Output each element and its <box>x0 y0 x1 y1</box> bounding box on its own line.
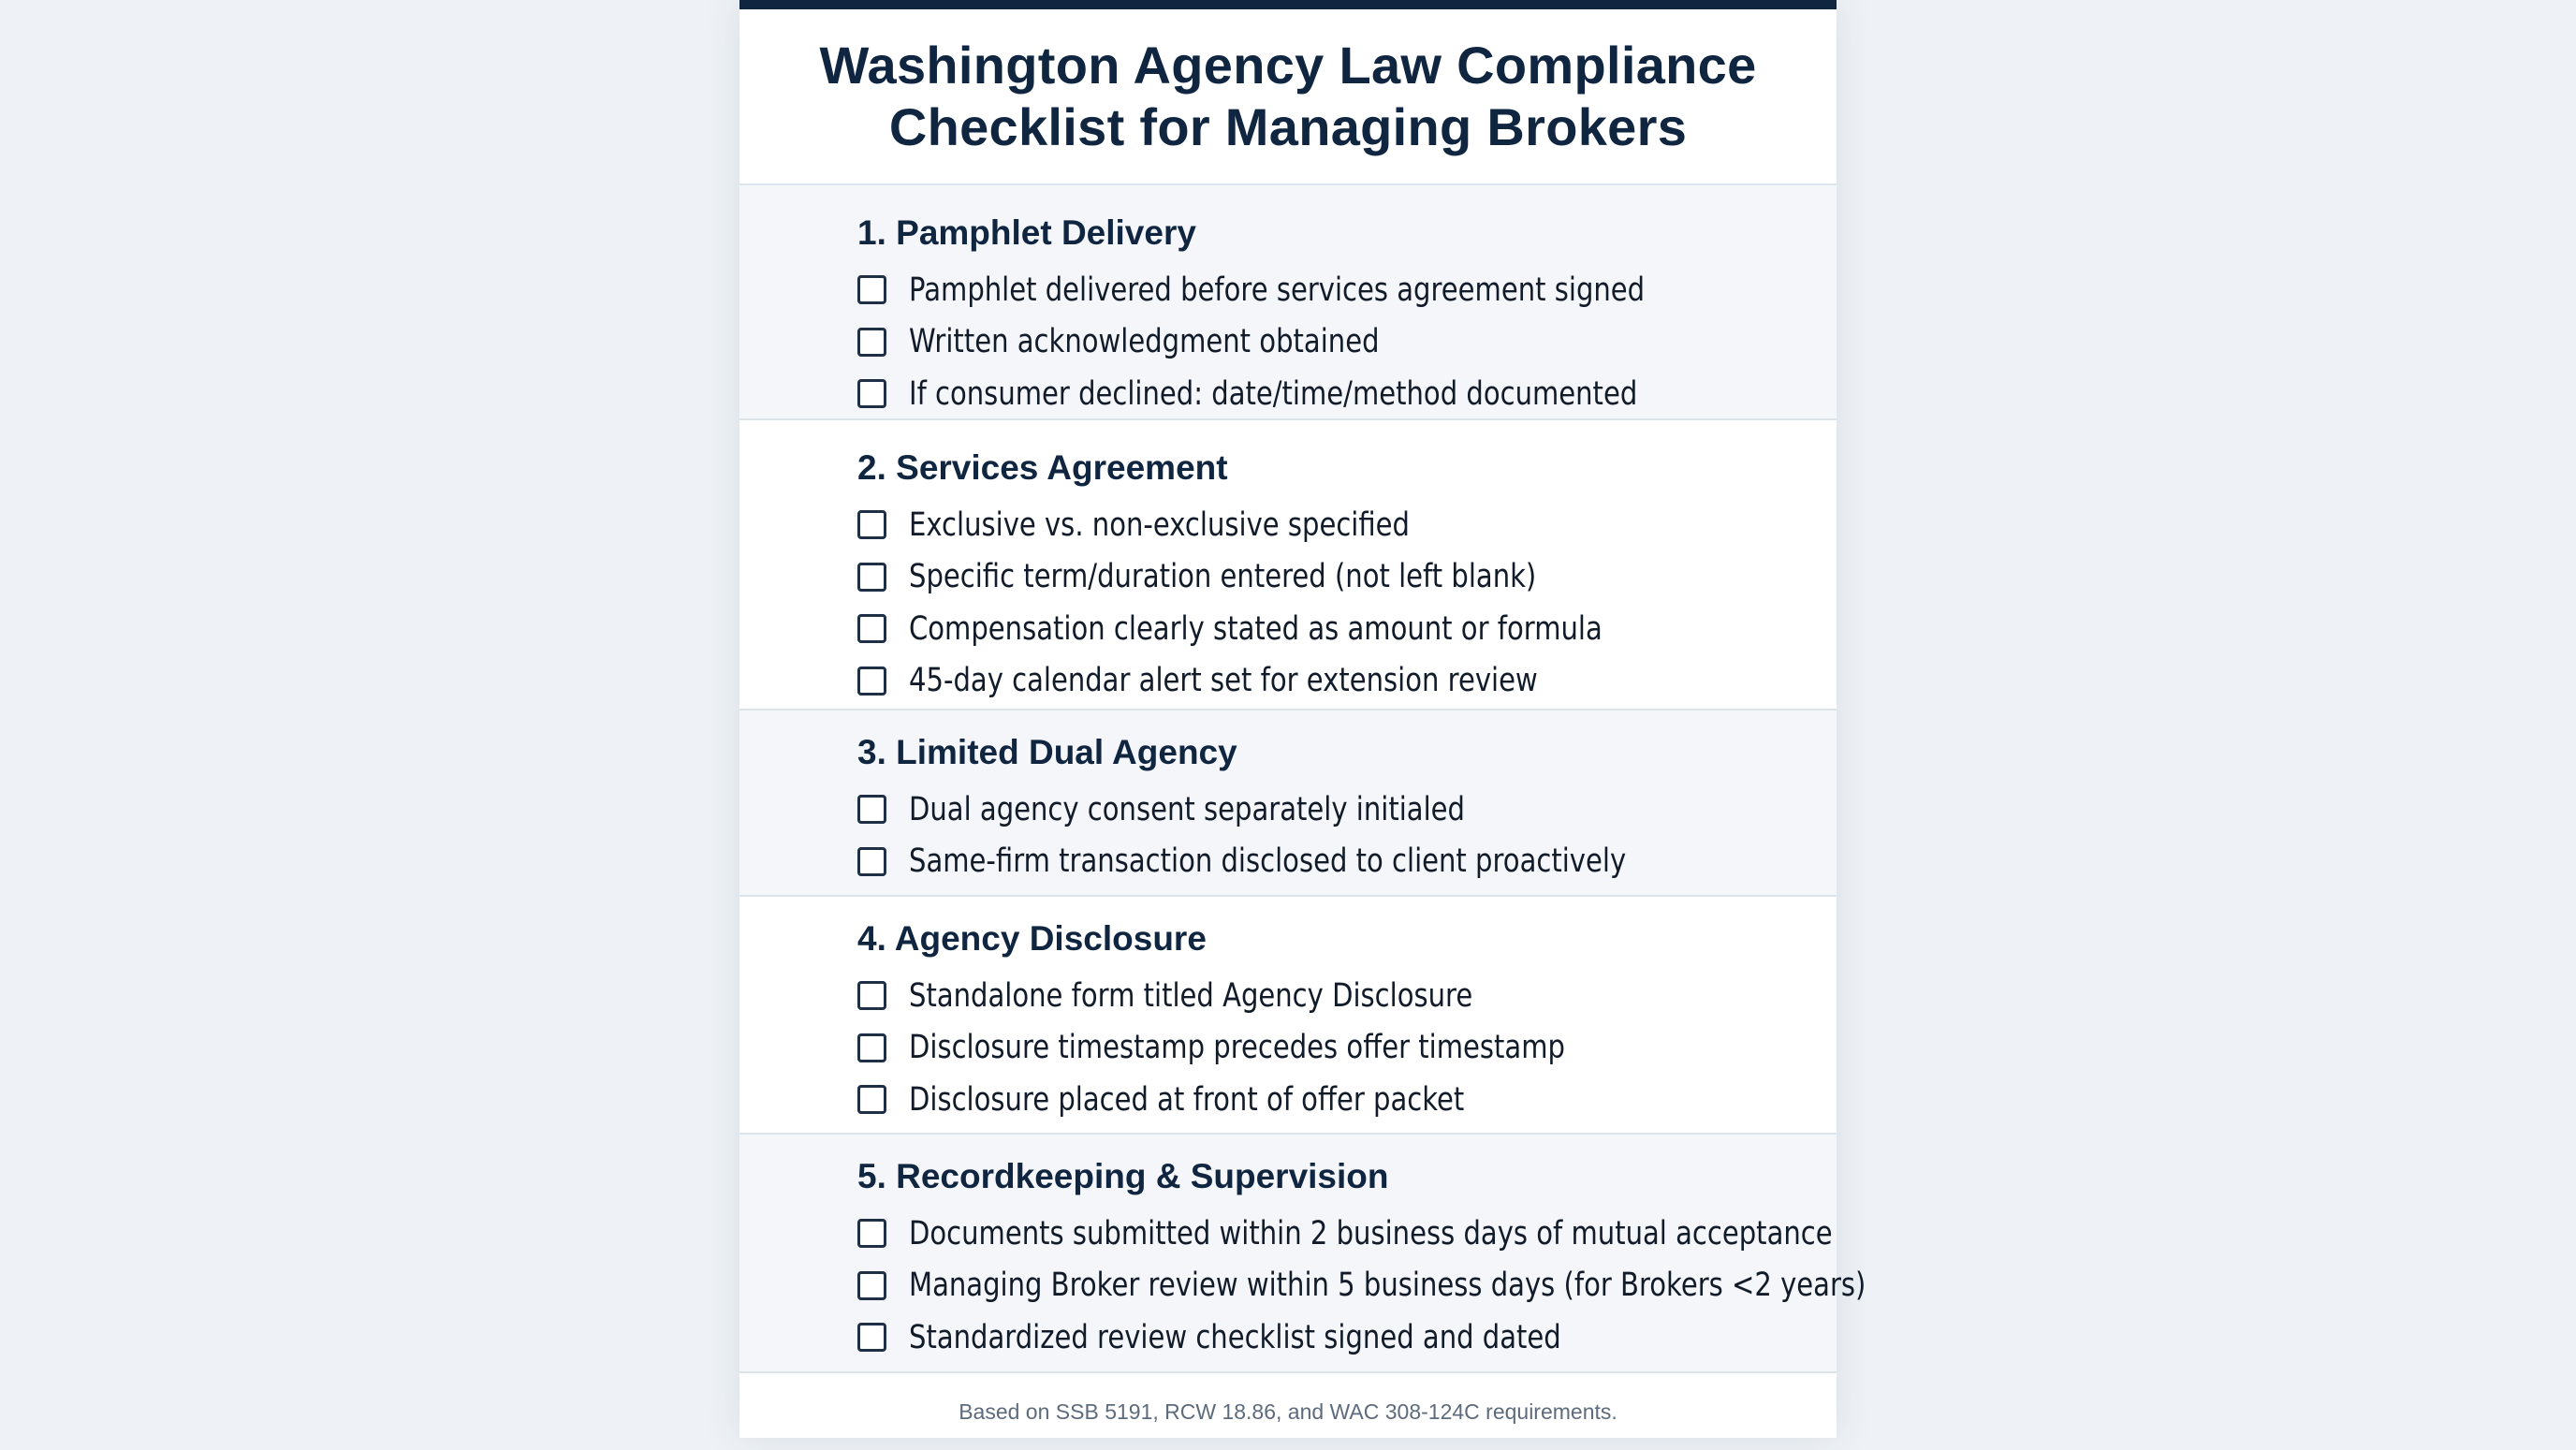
section-title: 1. Pamphlet Delivery <box>857 213 1196 252</box>
section-title: 4. Agency Disclosure <box>857 919 1207 958</box>
checklist-item-label: Dual agency consent separately initialed <box>909 790 1465 828</box>
checklist-item-label: Specific term/duration entered (not left blank) <box>909 558 1537 596</box>
footer <box>739 1373 1837 1450</box>
section-agency-disclosure <box>739 897 1837 1135</box>
checkbox[interactable] <box>857 1271 886 1300</box>
footer-note: Based on SSB 5191, RCW 18.86, and WAC 308-124C requirements. <box>959 1399 1617 1424</box>
section-pamphlet-delivery <box>739 185 1837 420</box>
section-recordkeeping-supervision <box>739 1135 1866 1373</box>
checklist-item[interactable] <box>857 551 1837 604</box>
section-title: 3. Limited Dual Agency <box>857 733 1237 771</box>
section-title: 2. Services Agreement <box>857 448 1228 487</box>
checklist-item-label: If consumer declined: date/time/method documented <box>909 374 1638 413</box>
checkbox[interactable] <box>857 666 886 696</box>
checklist-item-label: Disclosure timestamp precedes offer timestamp <box>909 1029 1565 1067</box>
title-line-2: Checklist for Managing Brokers <box>888 97 1688 156</box>
checklist-header <box>739 9 1837 185</box>
checkbox[interactable] <box>857 275 886 304</box>
checklist-item[interactable] <box>857 316 1837 369</box>
checklist-item-label: Compensation clearly stated as amount or formula <box>909 609 1603 648</box>
checklist-item[interactable] <box>857 970 1837 1022</box>
checklist-item[interactable] <box>857 836 1837 888</box>
checklist-item[interactable] <box>857 603 1837 655</box>
checklist-item[interactable] <box>857 1311 1837 1364</box>
checklist-item-label: Managing Broker review within 5 business days (for Brokers <2 years) <box>909 1267 1866 1305</box>
checkbox[interactable] <box>857 1033 886 1062</box>
checkbox[interactable] <box>857 795 886 824</box>
checklist-item[interactable] <box>857 1074 1837 1126</box>
checklist-card <box>739 0 1866 1438</box>
checklist-item[interactable] <box>857 499 1837 551</box>
checkbox[interactable] <box>857 847 886 876</box>
checklist-item-label: Pamphlet delivered before services agreement signed <box>909 271 1646 309</box>
checklist-item[interactable] <box>857 1260 1866 1312</box>
checklist-item-label: Written acknowledgment obtained <box>909 323 1380 361</box>
checklist-item-label: Disclosure placed at front of offer packet <box>909 1080 1465 1119</box>
checkbox[interactable] <box>857 379 886 408</box>
checkbox[interactable] <box>857 328 886 357</box>
checklist-item[interactable] <box>857 264 1837 316</box>
checklist-item[interactable] <box>857 368 1837 420</box>
checklist-item-label: Standalone form titled Agency Disclosure <box>909 976 1473 1015</box>
checklist-item[interactable] <box>857 1022 1837 1075</box>
checklist-item-label: Exclusive vs. non-exclusive specified <box>909 505 1410 544</box>
section-services-agreement <box>739 420 1837 710</box>
section-title: 5. Recordkeeping & Supervision <box>857 1157 1389 1195</box>
checklist-item-label: 45-day calendar alert set for extension review <box>909 662 1538 700</box>
checkbox[interactable] <box>857 510 886 539</box>
checkbox[interactable] <box>857 614 886 643</box>
checkbox[interactable] <box>857 1323 886 1352</box>
checkbox[interactable] <box>857 981 886 1010</box>
checklist-item[interactable] <box>857 784 1837 836</box>
title-line-1: Washington Agency Law Compliance <box>819 36 1757 95</box>
section-limited-dual-agency <box>739 710 1837 897</box>
checkbox[interactable] <box>857 1219 886 1248</box>
checklist-item-label: Documents submitted within 2 business days of mutual acceptance <box>909 1214 1833 1252</box>
checklist-item-label: Standardized review checklist signed and dated <box>909 1318 1561 1356</box>
checklist-item[interactable] <box>857 655 1837 708</box>
checkbox[interactable] <box>857 563 886 592</box>
page-title <box>819 35 1756 158</box>
checklist-item[interactable] <box>857 1208 1837 1260</box>
checkbox[interactable] <box>857 1085 886 1114</box>
checklist-item-label: Same-firm transaction disclosed to client proactively <box>909 842 1627 881</box>
